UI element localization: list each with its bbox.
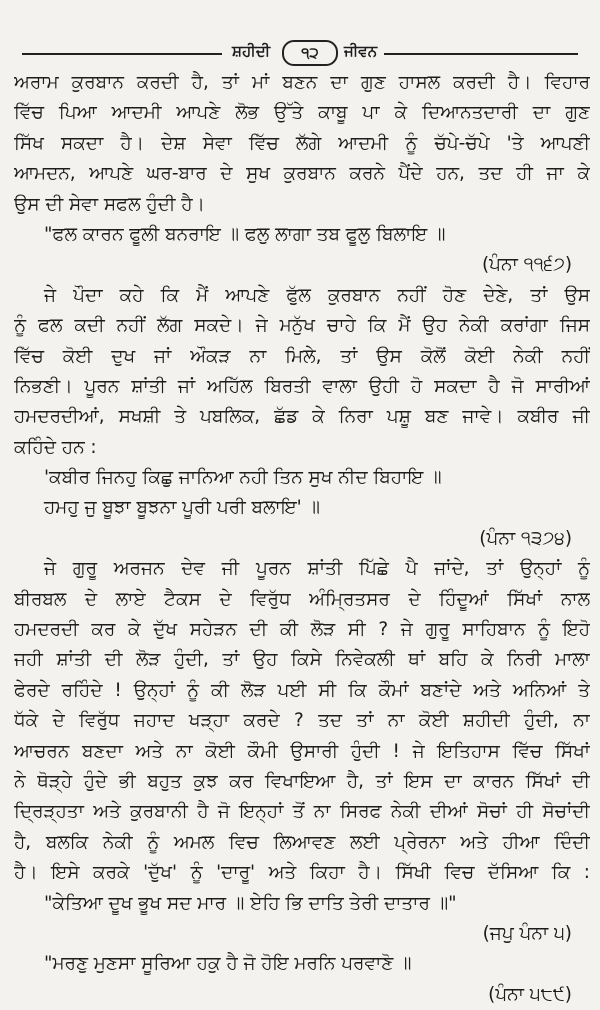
body-line: ਆਚਰਨ ਬਣਦਾ ਅਤੇ ਨਾ ਕੋਈ ਕੌਮੀ ਉਸਾਰੀ ਹੁੰਦੀ ! ਜੇ ਇਤਿਹਾਸ ਵਿੱਚ ਸਿੱਖਾਂ	[14, 740, 590, 762]
body-line: ਨੂੰ ਫਲ ਕਦੀ ਨਹੀਂ ਲੱਗ ਸਕਦੇ। ਜੇ ਮਨੁੱਖ ਚਾਹੇ ਕਿ ਮੈਂ ਉਹ ਨੇਕੀ ਕਰਾਂਗਾ ਜਿਸ	[14, 315, 590, 337]
body-line: ਵਿੱਚ ਪਿਆ ਆਦਮੀ ਆਪਣੇ ਲੋਭ ਉੱਤੇ ਕਾਬੂ ਪਾ ਕੇ ਦਿਆਨਤਦਾਰੀ ਦਾ ਗੁਣ	[14, 102, 590, 124]
body-line: ਅਰਾਮ ਕੁਰਬਾਨ ਕਰਦੀ ਹੈ, ਤਾਂ ਮਾਂ ਬਣਨ ਦਾ ਗੁਣ ਹਾਸਲ ਕਰਦੀ ਹੈ। ਵਿਹਾਰ	[14, 72, 590, 93]
body-line: ਆਮਦਨ, ਆਪਣੇ ਘਰ-ਬਾਰ ਦੇ ਸੁਖ ਕੁਰਬਾਨ ਕਰਨੇ ਪੈਂਦੇ ਹਨ, ਤਦ ਹੀ ਜਾ ਕੇ	[14, 163, 590, 185]
quote-line: 'ਕਬੀਰ ਜਿਨਹੁ ਕਿਛੁ ਜਾਨਿਆ ਨਹੀ ਤਿਨ ਸੁਖ ਨੀਦ ਬਿਹਾਇ ॥	[44, 467, 442, 489]
body-line: ਫੇਰਦੇ ਰਹਿੰਦੇ ! ਉਨ੍ਹਾਂ ਨੂੰ ਕੀ ਲੋੜ ਪਈ ਸੀ ਕਿ ਕੌਮਾਂ ਬਣਾਂਦੇ ਅਤੇ ਅਨਿਆਂ ਤੇ	[14, 679, 590, 701]
body-line: ਉਸ ਦੀ ਸੇਵਾ ਸਫਲ ਹੁੰਦੀ ਹੈ।	[14, 193, 205, 215]
body-line: ਨੇ ਥੋੜ੍ਹੇ ਹੁੰਦੇ ਭੀ ਬਹੁਤ ਕੁਝ ਕਰ ਵਿਖਾਇਆ ਹੈ, ਤਾਂ ਇਸ ਦਾ ਕਾਰਨ ਸਿੱਖਾਂ ਦੀ	[14, 770, 590, 792]
body-line: ਹੈ, ਬਲਕਿ ਨੇਕੀ ਨੂੰ ਅਮਲ ਵਿਚ ਲਿਆਵਣ ਲਈ ਪ੍ਰੇਰਨਾ ਅਤੇ ਹੀਆ ਦਿੰਦੀ	[14, 831, 590, 853]
body-line: ਹਮਦਰਦੀਆਂ, ਸਖਸ਼ੀ ਤੇ ਪਬਲਿਕ, ਛੱਡ ਕੇ ਨਿਰਾ ਪਸ਼ੂ ਬਣ ਜਾਵੇ। ਕਬੀਰ ਜੀ	[14, 406, 590, 428]
citation: (ਪੰਨਾ ੧੩੭੪)	[479, 527, 572, 549]
body-line: ਸਿੱਖ ਸਕਦਾ ਹੈ। ਦੇਸ਼ ਸੇਵਾ ਵਿੱਚ ਲੱਗੇ ਆਦਮੀ ਨੂੰ ਚੱਪੇ-ਚੱਪੇ 'ਤੇ ਆਪਣੀ	[14, 132, 590, 154]
body-line: ਜਹੀ ਸ਼ਾਂਤੀ ਦੀ ਲੋੜ ਹੁੰਦੀ, ਤਾਂ ਉਹ ਕਿਸੇ ਨਿਵੇਕਲੀ ਥਾਂ ਬਹਿ ਕੇ ਨਿਰੀ ਮਾਲਾ	[14, 649, 590, 671]
body-line: ਨਿਭਣੀ। ਪੂਰਨ ਸ਼ਾਂਤੀ ਜਾਂ ਅਹਿੱਲ ਬਿਰਤੀ ਵਾਲਾ ਉਹੀ ਹੋ ਸਕਦਾ ਹੈ ਜੋ ਸਾਰੀਆਂ	[14, 375, 590, 397]
header-rule-right	[384, 53, 578, 55]
quote-line: ਹਮਹੁ ਜੁ ਬੂਝਾ ਬੂਝਨਾ ਪੂਰੀ ਪਰੀ ਬਲਾਇ' ॥	[44, 497, 320, 519]
page-body	[14, 68, 590, 1010]
quote-line: "ਕੇਤਿਆ ਦੂਖ ਭੂਖ ਸਦ ਮਾਰ ॥ ਏਹਿ ਭਿ ਦਾਤਿ ਤੇਰੀ ਦਾਤਾਰ ॥"	[44, 892, 457, 914]
body-line: ਜੇ ਪੌਦਾ ਕਹੇ ਕਿ ਮੈਂ ਆਪਣੇ ਫੁੱਲ ਕੁਰਬਾਨ ਨਹੀਂ ਹੋਣ ਦੇਣੇ, ਤਾਂ ਉਸ	[44, 284, 590, 306]
citation: (ਪੰਨਾ ੧੧੬੭)	[481, 254, 572, 276]
header-rule-left	[22, 53, 222, 55]
body-line: ਕਹਿੰਦੇ ਹਨ :	[14, 436, 97, 458]
page-number-badge: ੧੨	[282, 40, 338, 66]
citation: (ਪੰਨਾ ੫੮੯)	[488, 983, 572, 1005]
body-line: ਧੱਕੇ ਦੇ ਵਿਰੁੱਧ ਜਹਾਦ ਖੜ੍ਹਾ ਕਰਦੇ ? ਤਦ ਤਾਂ ਨਾ ਕੋਈ ਸ਼ਹੀਦੀ ਹੁੰਦੀ, ਨਾ	[14, 710, 590, 732]
body-line: ਹੈ। ਇਸੇ ਕਰਕੇ 'ਦੁੱਖ' ਨੂੰ 'ਦਾਰੂ' ਅਤੇ ਕਿਹਾ ਹੈ। ਸਿੱਖੀ ਵਿਚ ਦੱਸਿਆ ਕਿ :	[14, 862, 590, 884]
header-left-word: ਸ਼ਹੀਦੀ	[232, 42, 271, 60]
body-line: ਜੇ ਗੁਰੂ ਅਰਜਨ ਦੇਵ ਜੀ ਪੂਰਨ ਸ਼ਾਂਤੀ ਪਿੱਛੇ ਪੈ ਜਾਂਦੇ, ਤਾਂ ਉਨ੍ਹਾਂ ਨੂੰ	[44, 558, 590, 580]
body-line: ਵਿੱਚ ਕੋਈ ਦੁਖ ਜਾਂ ਔਕੜ ਨਾ ਮਿਲੇ, ਤਾਂ ਉਸ ਕੋਲੋਂ ਕੋਈ ਨੇਕੀ ਨਹੀਂ	[14, 345, 590, 367]
body-line: ਬੀਰਬਲ ਦੇ ਲਾਏ ਟੈਕਸ ਦੇ ਵਿਰੁੱਧ ਅੰਮ੍ਰਿਤਸਰ ਦੇ ਹਿੰਦੂਆਂ ਸਿੱਖਾਂ ਨਾਲ	[14, 588, 590, 610]
body-line: ਦ੍ਰਿੜ੍ਹਤਾ ਅਤੇ ਕੁਰਬਾਨੀ ਹੈ ਜੋ ਇਨ੍ਹਾਂ ਤੋਂ ਨਾ ਸਿਰਫ ਨੇਕੀ ਦੀਆਂ ਸੋਚਾਂ ਹੀ ਸੋਚਾਂਦੀ	[14, 801, 590, 823]
citation: (ਜਪੁ ਪੰਨਾ ੫)	[482, 922, 572, 944]
quote-line: "ਫਲ ਕਾਰਨ ਫੂਲੀ ਬਨਰਾਇ ॥ ਫਲੁ ਲਾਗਾ ਤਬ ਫੂਲੁ ਬਿਲਾਇ ॥	[44, 223, 446, 245]
page-header	[22, 40, 578, 66]
body-line: ਹਮਦਰਦੀ ਕਰ ਕੇ ਦੁੱਖ ਸਹੇੜਨ ਦੀ ਕੀ ਲੋੜ ਸੀ ? ਜੇ ਗੁਰੂ ਸਾਹਿਬਾਨ ਨੂੰ ਇਹੋ	[14, 619, 590, 641]
header-right-word: ਜੀਵਨ	[344, 42, 378, 60]
quote-line: "ਮਰਣੁ ਮੁਣਸਾ ਸੂਰਿਆ ਹਕੁ ਹੈ ਜੋ ਹੋਇ ਮਰਨਿ ਪਰਵਾਣੋ ॥	[44, 953, 412, 975]
